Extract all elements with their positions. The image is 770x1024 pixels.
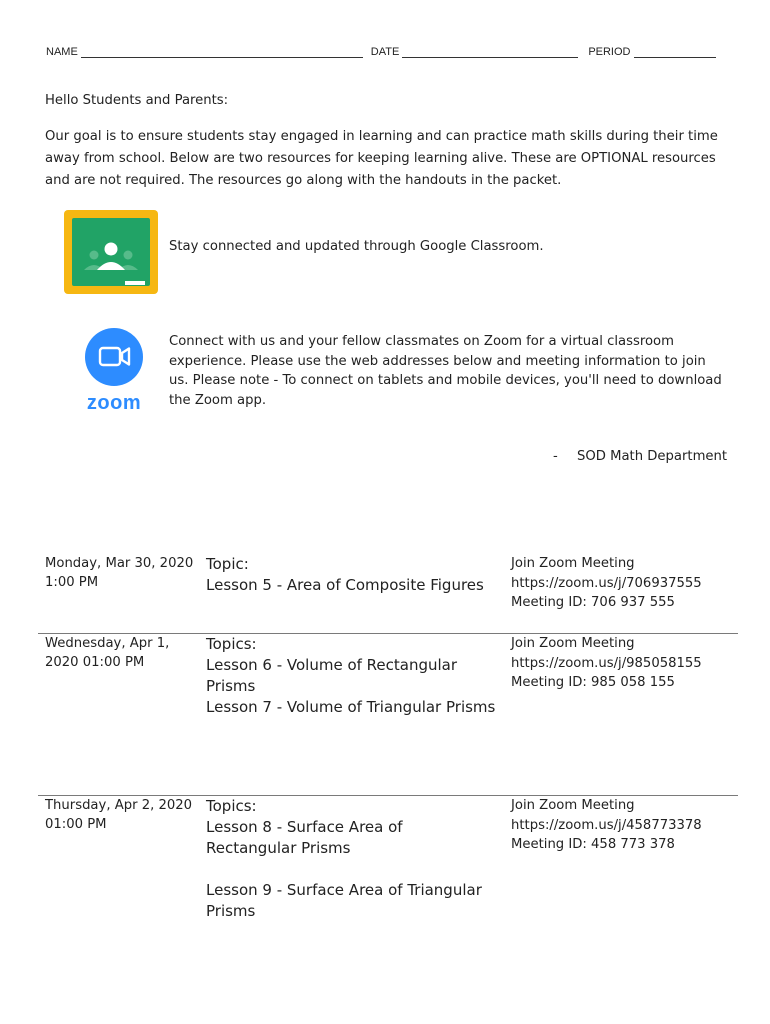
- meeting-id: Meeting ID: 985 058 155: [511, 675, 675, 690]
- meeting-id: Meeting ID: 458 773 378: [511, 837, 675, 852]
- session-date: Wednesday, Apr 1, 2020 01:00 PM: [45, 636, 170, 670]
- name-blank[interactable]: [81, 47, 363, 58]
- zoom-text: Connect with us and your fellow classmates on Zoom for a virtual classroom experience. Please use the web addresses below and meeting information to join us. Please note - To connect on tablets and mobile devices, you'll need to download the Zoom app.: [169, 334, 722, 408]
- zoom-meeting-info: [511, 796, 731, 855]
- join-zoom-label: Join Zoom Meeting: [511, 556, 635, 571]
- greeting: Hello Students and Parents:: [45, 93, 229, 108]
- session-date: Monday, Mar 30, 2020 1:00 PM: [45, 556, 194, 590]
- date-blank[interactable]: [402, 47, 578, 58]
- zoom-meeting-link[interactable]: https://zoom.us/j/706937555: [511, 575, 702, 591]
- session-topic-heading: Topics:: [206, 797, 257, 815]
- session-lesson: Lesson 8 - Surface Area of Rectangular Prisms: [206, 818, 403, 857]
- session-lesson: Lesson 5 - Area of Composite Figures: [206, 576, 484, 594]
- google-classroom-icon: [64, 210, 158, 294]
- join-zoom-label: Join Zoom Meeting: [511, 636, 635, 651]
- signoff: [553, 449, 727, 464]
- signoff-dash: -: [553, 449, 558, 464]
- session-date: Thursday, Apr 2, 2020 01:00 PM: [45, 798, 193, 832]
- zoom-meeting-info: [511, 554, 731, 613]
- date-label: DATE: [370, 46, 400, 58]
- zoom-meeting-link[interactable]: https://zoom.us/j/985058155: [511, 655, 702, 671]
- signoff-text: SOD Math Department: [577, 449, 728, 464]
- period-blank[interactable]: [634, 47, 716, 58]
- session-lesson: Lesson 9 - Surface Area of Triangular Prisms: [206, 881, 482, 920]
- session-lesson: Lesson 7 - Volume of Triangular Prisms: [206, 698, 496, 716]
- zoom-meeting-link[interactable]: https://zoom.us/j/458773378: [511, 817, 702, 833]
- zoom-icon: [80, 328, 148, 420]
- zoom-meeting-info: [511, 634, 731, 693]
- session-topic-heading: Topics:: [206, 635, 257, 653]
- name-label: NAME: [46, 46, 78, 58]
- meeting-id: Meeting ID: 706 937 555: [511, 595, 675, 610]
- intro-paragraph: Our goal is to ensure students stay engaged in learning and can practice math skills during their time away from school. Below are two resources for keeping learning alive. These are OPTIONAL resources and are not required. The resources go along with the handouts in the packet.: [45, 129, 718, 188]
- period-label: PERIOD: [588, 46, 631, 58]
- join-zoom-label: Join Zoom Meeting: [511, 798, 635, 813]
- student-info-line: [46, 46, 726, 58]
- google-classroom-text: Stay connected and updated through Google Classroom.: [169, 239, 544, 254]
- session-topic-heading: Topic:: [206, 555, 249, 573]
- session-lesson: Lesson 6 - Volume of Rectangular Prisms: [206, 656, 458, 695]
- zoom-wordmark: zoom: [86, 392, 142, 414]
